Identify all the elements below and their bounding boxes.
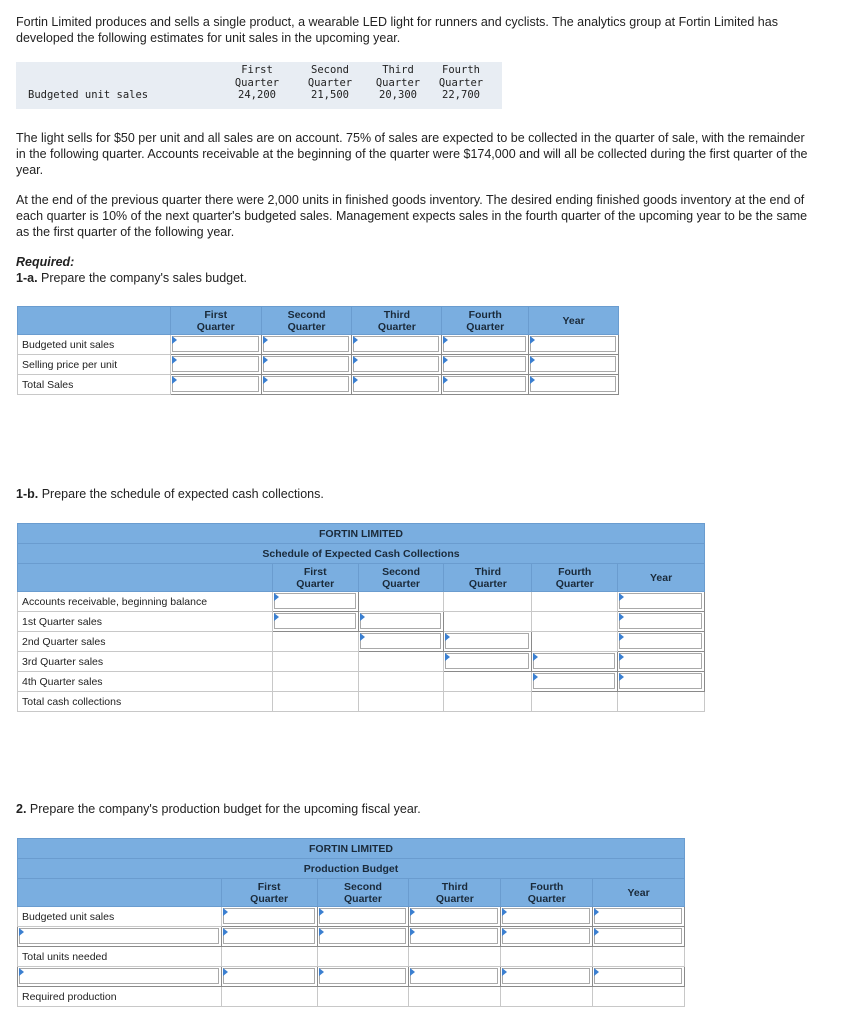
prod-header-q2: Second Quarter (317, 879, 409, 907)
q3sales-year-input[interactable] (619, 653, 702, 669)
prod-required-q1-cell (221, 987, 317, 1007)
prod-row-label: Required production (18, 987, 222, 1007)
cash-header-q2: Second Quarter (358, 564, 444, 592)
prod-required-q2-cell (317, 987, 409, 1007)
question-1b: 1-b. Prepare the schedule of expected cash collections. (16, 487, 324, 501)
total-cash-q2-cell (358, 692, 444, 712)
prod-sales-q3-input[interactable] (410, 908, 498, 924)
cash-row-label: Total cash collections (18, 692, 273, 712)
estimates-value-4: 22,700 (442, 89, 480, 101)
total-cash-q3-cell (444, 692, 532, 712)
prod-row2-q1-input[interactable] (223, 928, 315, 944)
prod-header-q1: First Quarter (221, 879, 317, 907)
q1sales-q2-input[interactable] (360, 613, 442, 629)
q4sales-year-input[interactable] (619, 673, 702, 689)
prod-header-q4: Fourth Quarter (501, 879, 593, 907)
prod-required-q3-cell (409, 987, 501, 1007)
ar-year-input[interactable] (619, 593, 702, 609)
sales-unit-q3-input[interactable] (353, 336, 439, 352)
cash-header-q1: First Quarter (272, 564, 358, 592)
cash-row-label: 1st Quarter sales (18, 612, 273, 632)
sales-header-q1: First Quarter (170, 307, 261, 335)
prod-row2-q3-input[interactable] (410, 928, 498, 944)
price-q4-input[interactable] (443, 356, 526, 372)
price-year-input[interactable] (530, 356, 616, 372)
sales-header-q3: Third Quarter (352, 307, 442, 335)
q1sales-q1-input[interactable] (274, 613, 356, 629)
prod-row2-q4-input[interactable] (502, 928, 590, 944)
prod-needed-year-cell (593, 947, 685, 967)
q2sales-q2-input[interactable] (360, 633, 442, 649)
q4sales-q4-input[interactable] (533, 673, 615, 689)
total-sales-q2-input[interactable] (263, 376, 350, 392)
price-q2-input[interactable] (263, 356, 350, 372)
q3sales-q3-input[interactable] (445, 653, 529, 669)
prod-row4-q2-input[interactable] (319, 968, 407, 984)
cash-header-q3: Third Quarter (444, 564, 532, 592)
price-q1-input[interactable] (172, 356, 259, 372)
sales-row-label: Budgeted unit sales (18, 335, 171, 355)
total-sales-q4-input[interactable] (443, 376, 526, 392)
cash-collections-table (17, 523, 705, 712)
price-q3-input[interactable] (353, 356, 439, 372)
production-subtitle: Production Budget (18, 859, 685, 879)
prod-needed-q4-cell (501, 947, 593, 967)
prod-needed-q3-cell (409, 947, 501, 967)
prod-sales-q2-input[interactable] (319, 908, 407, 924)
prod-row2-label-input[interactable] (19, 928, 219, 944)
cash-row-label: Accounts receivable, beginning balance (18, 592, 273, 612)
estimates-row-label: Budgeted unit sales (28, 89, 149, 101)
prod-header-blank (18, 879, 222, 907)
sales-unit-q1-input[interactable] (172, 336, 259, 352)
prod-row4-year-input[interactable] (594, 968, 682, 984)
q3sales-q4-input[interactable] (533, 653, 615, 669)
prod-needed-q1-cell (221, 947, 317, 967)
ar-q1-input[interactable] (274, 593, 356, 609)
total-cash-q1-cell (272, 692, 358, 712)
estimates-col-4: Fourth Quarter 22,700 (430, 64, 492, 102)
prod-row-label: Budgeted unit sales (18, 907, 222, 927)
intro-text: Fortin Limited produces and sells a single product, a wearable LED light for runners and cyclists. The analytics group at Fortin Limited has developed the following estimates for unit sales in the upcoming year. (16, 15, 778, 45)
sales-row-label: Selling price per unit (18, 355, 171, 375)
prod-header-q3: Third Quarter (409, 879, 501, 907)
cash-header-year: Year (618, 564, 705, 592)
prod-row4-label-input[interactable] (19, 968, 219, 984)
prod-row4-q3-input[interactable] (410, 968, 498, 984)
total-sales-q3-input[interactable] (353, 376, 439, 392)
cash-row-label: 3rd Quarter sales (18, 652, 273, 672)
sales-budget-table (17, 306, 619, 395)
production-budget-table (17, 838, 685, 1007)
prod-sales-q4-input[interactable] (502, 908, 590, 924)
sales-row-label: Total Sales (18, 375, 171, 395)
prod-sales-year-input[interactable] (594, 908, 682, 924)
cash-row-label: 2nd Quarter sales (18, 632, 273, 652)
estimates-col-2: Second Quarter 21,500 (299, 64, 361, 102)
sales-unit-q4-input[interactable] (443, 336, 526, 352)
sales-header-q4: Fourth Quarter (442, 307, 529, 335)
cash-header-q4: Fourth Quarter (532, 564, 618, 592)
production-title: FORTIN LIMITED (18, 839, 685, 859)
prod-required-q4-cell (501, 987, 593, 1007)
prod-row2-year-input[interactable] (594, 928, 682, 944)
estimates-value-2: 21,500 (311, 89, 349, 101)
prod-required-year-cell (593, 987, 685, 1007)
prod-header-year: Year (593, 879, 685, 907)
q1sales-year-input[interactable] (619, 613, 702, 629)
question-1a: 1-a. Prepare the company's sales budget. (16, 271, 248, 285)
estimates-col-1: First Quarter 24,200 (226, 64, 288, 102)
prod-row-label: Total units needed (18, 947, 222, 967)
sales-header-blank (18, 307, 171, 335)
sales-header-year: Year (529, 307, 619, 335)
sales-unit-year-input[interactable] (530, 336, 616, 352)
estimates-value-1: 24,200 (238, 89, 276, 101)
cash-header-blank (18, 564, 273, 592)
prod-row2-q2-input[interactable] (319, 928, 407, 944)
q2sales-year-input[interactable] (619, 633, 702, 649)
total-sales-year-input[interactable] (530, 376, 616, 392)
estimates-value-3: 20,300 (379, 89, 417, 101)
sales-header-q2: Second Quarter (261, 307, 352, 335)
question-2: 2. Prepare the company's production budget for the upcoming fiscal year. (16, 802, 421, 816)
total-sales-q1-input[interactable] (172, 376, 259, 392)
sales-unit-q2-input[interactable] (263, 336, 350, 352)
inventory-paragraph: At the end of the previous quarter there were 2,000 units in finished goods inventory. The desired ending finished goods inventory at the end of each quarter is 10% of the next quarter's budgeted sales. Management expects sales in the fourth quarter of the upcoming year to be the same as the first quarter of the following year. (16, 193, 808, 239)
total-cash-q4-cell (532, 692, 618, 712)
total-cash-year-cell (618, 692, 705, 712)
prod-row4-q4-input[interactable] (502, 968, 590, 984)
prod-row4-q1-input[interactable] (223, 968, 315, 984)
estimates-table (16, 62, 502, 109)
required-label: Required: (16, 255, 75, 269)
prod-needed-q2-cell (317, 947, 409, 967)
prod-sales-q1-input[interactable] (223, 908, 315, 924)
cash-title: FORTIN LIMITED (18, 524, 705, 544)
q2sales-q3-input[interactable] (445, 633, 529, 649)
pricing-paragraph: The light sells for $50 per unit and all sales are on account. 75% of sales are expected to be collected in the quarter of sale, with the remainder in the following quarter. Accounts receivable at the beginning of the quarter were $174,000 and will all be collected during the first quarter of the year. (16, 131, 808, 177)
cash-subtitle: Schedule of Expected Cash Collections (18, 544, 705, 564)
estimates-col-3: Third Quarter 20,300 (367, 64, 429, 102)
cash-row-label: 4th Quarter sales (18, 672, 273, 692)
